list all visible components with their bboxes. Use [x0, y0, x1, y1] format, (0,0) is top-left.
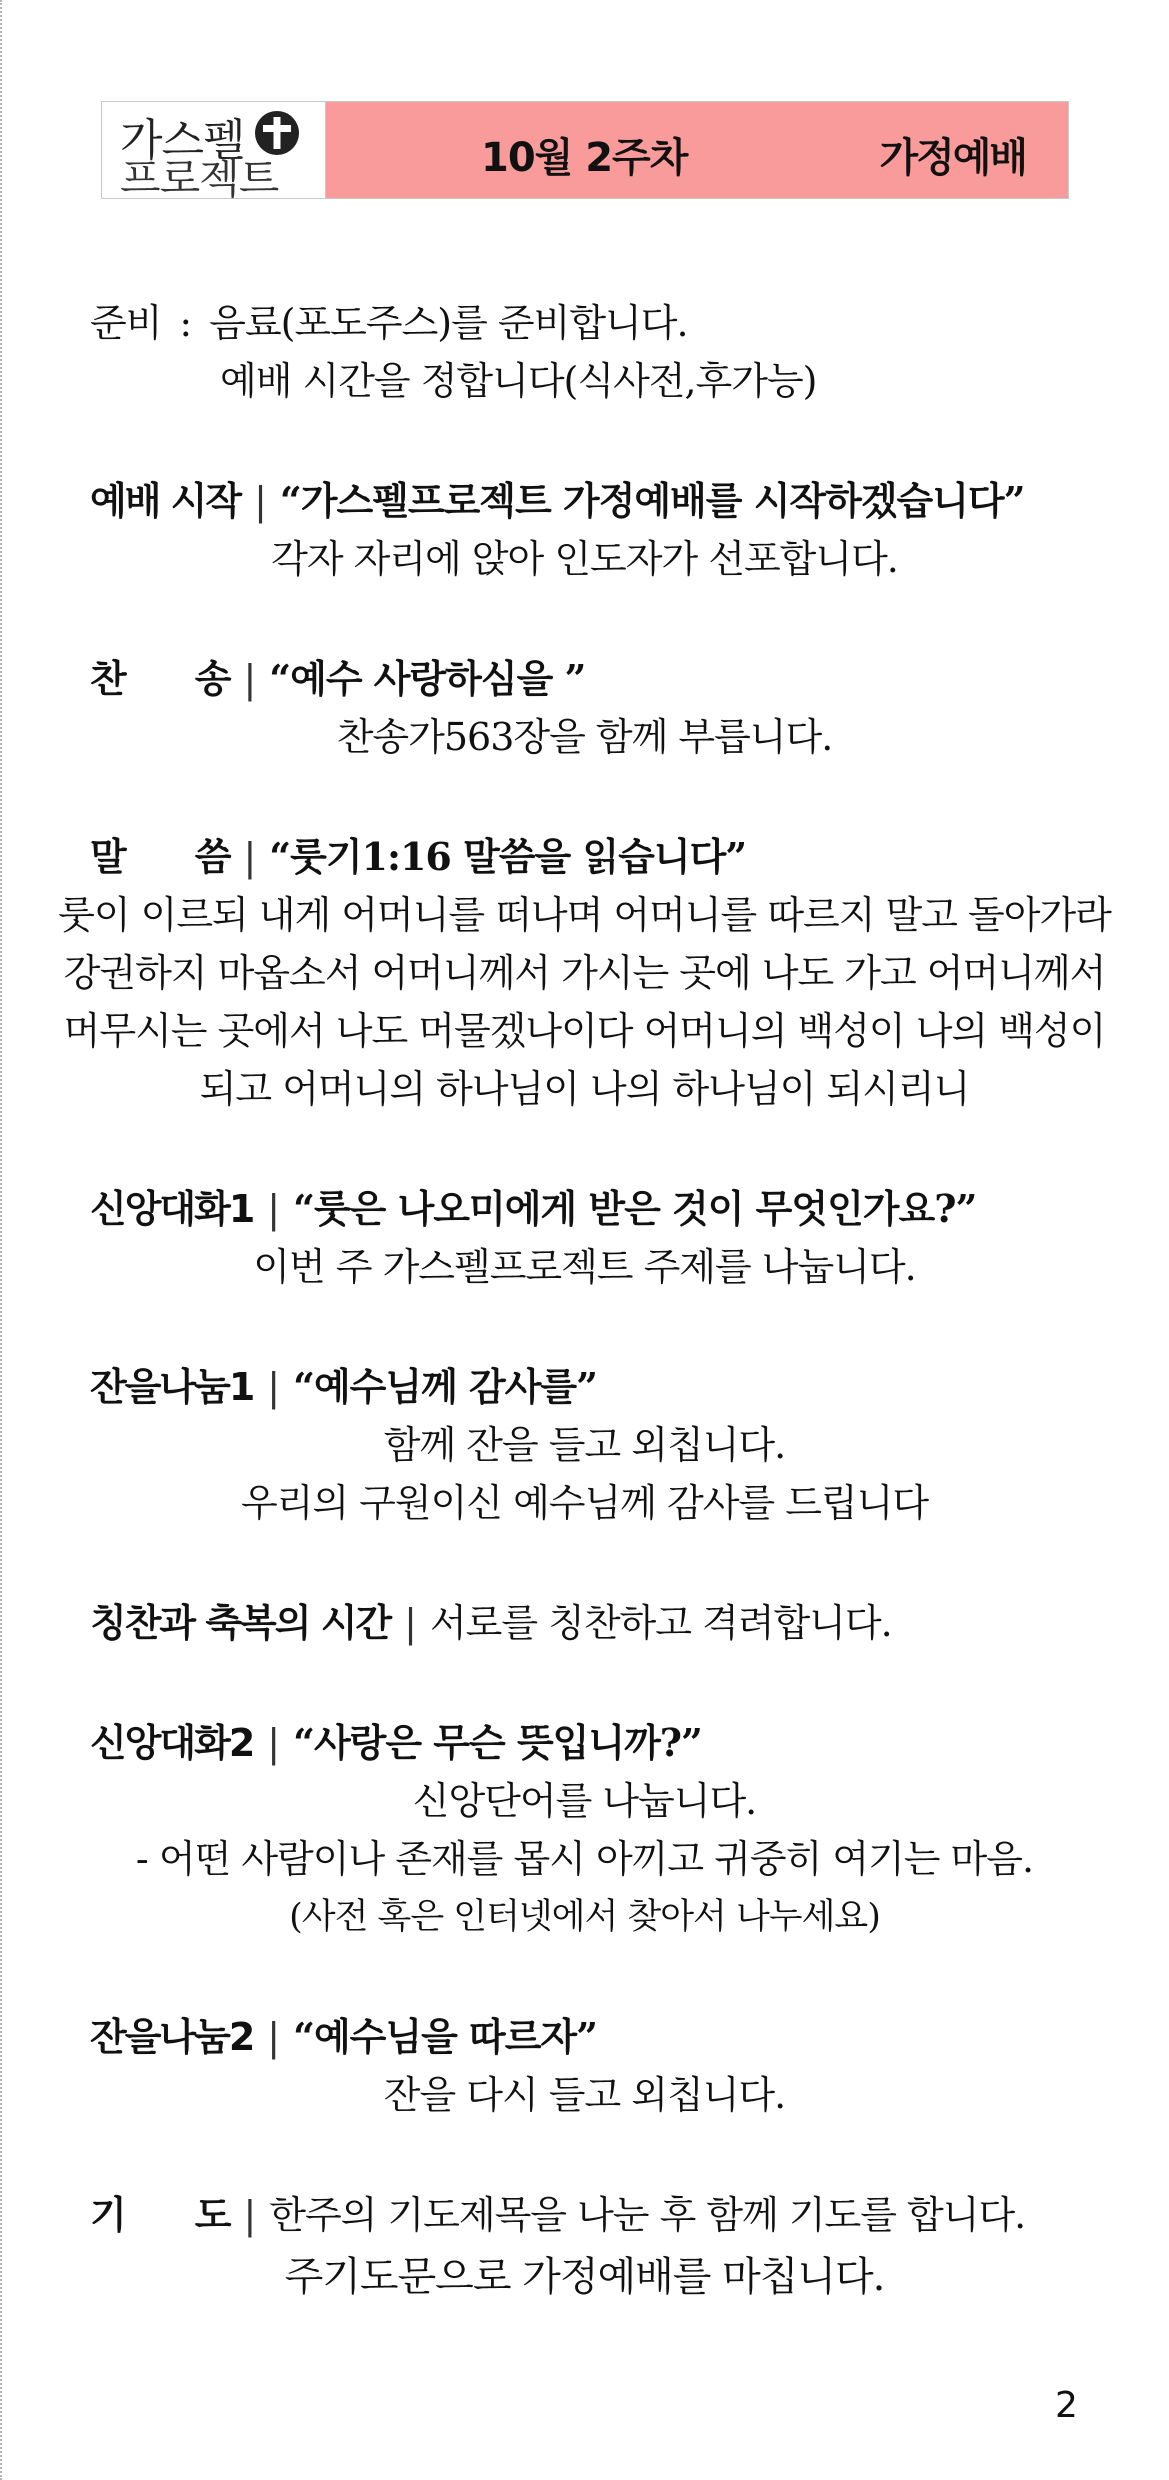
prep-line2: 예배 시간을 정합니다(식사전,후가능)	[220, 359, 817, 403]
cup2-desc: 잔을 다시 들고 외칩니다.	[383, 2073, 786, 2117]
prayer-label-a: 기	[90, 2193, 125, 2237]
faith2-label: 신앙대화2	[90, 1721, 254, 1765]
faith1-label: 신앙대화1	[90, 1187, 254, 1231]
word-label-b: 씀	[194, 835, 230, 879]
praise-label: 칭찬과 축복의 시간	[90, 1601, 391, 1645]
word-quote: “룻기1:16 말씀을 읽습니다”	[269, 834, 747, 879]
faith2-desc1: 신앙단어를 나눕니다.	[412, 1779, 757, 1823]
cup2-quote: “예수님을 따르자”	[293, 2014, 597, 2059]
word-label-a: 말	[90, 835, 125, 879]
verse-line: 룻이 이르되 내게 어머니를 떠나며 어머니를 따르지 말고 돌아가라	[58, 893, 1111, 937]
week-label: 10월 2주차	[481, 135, 688, 181]
start-row: 예배 시작 | “가스펠프로젝트 가정예배를 시작하겠습니다”	[90, 478, 1025, 523]
prep-row: 준비 : 음료(포도주스)를 준비합니다.	[90, 301, 688, 345]
faith2-row: 신앙대화2 | “사랑은 무슨 뜻입니까?”	[90, 1720, 702, 1765]
start-quote: “가스펠프로젝트 가정예배를 시작하겠습니다”	[279, 478, 1025, 523]
cup1-label: 잔을나눔1	[90, 1365, 254, 1409]
praise-row: 칭찬과 축복의 시간 | 서로를 칭찬하고 격려합니다.	[90, 1601, 892, 1645]
start-desc: 각자 자리에 앉아 인도자가 선포합니다.	[271, 537, 898, 581]
header-banner	[101, 101, 1069, 203]
prayer-label-b: 도	[194, 2193, 230, 2237]
faith1-quote: “룻은 나오미에게 받은 것이 무엇인가요?”	[293, 1186, 977, 1231]
faith2-desc2: - 어떤 사람이나 존재를 몹시 아끼고 귀중히 여기는 마음.	[135, 1837, 1034, 1881]
title-banner	[326, 102, 1068, 198]
hymn-quote: “예수 사랑하심을 ”	[269, 656, 586, 701]
logo-line2: 프로젝트	[120, 154, 279, 203]
faith1-row: 신앙대화1 | “룻은 나오미에게 받은 것이 무엇인가요?”	[90, 1186, 977, 1231]
hymn-label-a: 찬	[90, 657, 125, 701]
cup1-desc1: 함께 잔을 들고 외칩니다.	[383, 1423, 786, 1467]
verse-line: 강권하지 마옵소서 어머니께서 가시는 곳에 나도 가고 어머니께서	[63, 951, 1106, 995]
prayer-desc1: 한주의 기도제목을 나눈 후 함께 기도를 합니다.	[269, 2193, 1026, 2237]
gospel-project-logo	[102, 102, 326, 203]
prep-label: 준비	[90, 301, 162, 345]
cup1-row: 잔을나눔1 | “예수님께 감사를”	[90, 1364, 597, 1409]
worship-type: 가정예배	[879, 135, 1026, 181]
logo-line1: 가스펠	[120, 115, 245, 166]
page-number: 2	[1055, 2385, 1078, 2426]
faith1-desc: 이번 주 가스펠프로젝트 주제를 나눕니다.	[253, 1245, 916, 1289]
cup1-desc2: 우리의 구원이신 예수님께 감사를 드립니다	[240, 1481, 929, 1525]
praise-desc: 서로를 칭찬하고 격려합니다.	[429, 1601, 892, 1645]
hymn-desc: 찬송가563장을 함께 부릅니다.	[336, 715, 833, 759]
hymn-row: 찬 송 | “예수 사랑하심을 ”	[90, 656, 586, 701]
verse-line: 머무시는 곳에서 나도 머물겠나이다 어머니의 백성이 나의 백성이	[63, 1009, 1106, 1053]
start-label: 예배 시작	[90, 479, 241, 523]
verse-line: 되고 어머니의 하나님이 나의 하나님이 되시리니	[199, 1067, 970, 1111]
cup2-label: 잔을나눔2	[90, 2015, 254, 2059]
prayer-row: 기 도 | 한주의 기도제목을 나눈 후 함께 기도를 합니다.	[90, 2193, 1026, 2237]
cup2-row: 잔을나눔2 | “예수님을 따르자”	[90, 2014, 597, 2059]
hymn-label-b: 송	[194, 657, 230, 701]
prayer-desc2: 주기도문으로 가정예배를 마칩니다.	[284, 2254, 885, 2300]
faith2-desc3: (사전 혹은 인터넷에서 찾아서 나누세요)	[289, 1897, 880, 1937]
prep-line1: 음료(포도주스)를 준비합니다.	[209, 301, 688, 345]
cup1-quote: “예수님께 감사를”	[293, 1364, 597, 1409]
faith2-quote: “사랑은 무슨 뜻입니까?”	[293, 1720, 702, 1765]
word-row: 말 씀 | “룻기1:16 말씀을 읽습니다”	[90, 834, 747, 879]
